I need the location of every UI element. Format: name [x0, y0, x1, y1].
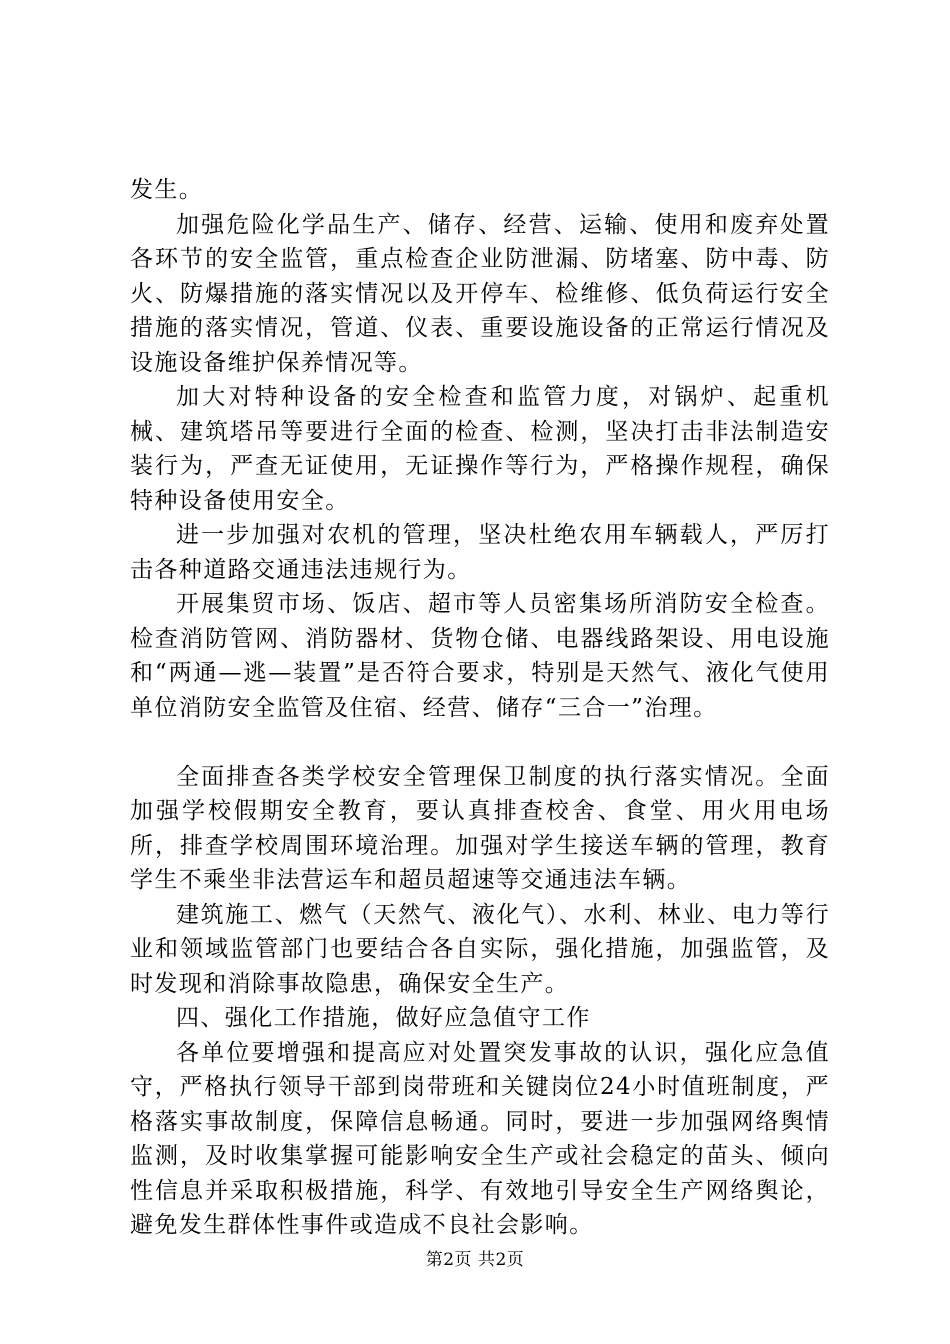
paragraph-hazardous-chemicals: 加强危险化学品生产、储存、经营、运输、使用和废弃处置各环节的安全监管，重点检查企业防泄漏、防堵塞、防中毒、防火、防爆措施的落实情况以及开停车、检维修、低负荷运行安全措施的落实情况，管道、仪表、重要设施设备的正常运行情况及设施设备维护保养情况等。: [130, 211, 830, 376]
document-body: [130, 173, 830, 1243]
paragraph-special-equipment: 加大对特种设备的安全检查和监管力度，对锅炉、起重机械、建筑塔吊等要进行全面的检查、检测，坚决打击非法制造安装行为，严查无证使用，无证操作等行为，严格操作规程，确保特种设备使用安全。: [130, 384, 830, 514]
page-footer: 第2页 共2页: [425, 1250, 525, 1270]
section-heading: 四、强化工作措施，做好应急值守工作: [176, 1005, 591, 1031]
paragraph-emergency-duty: 各单位要增强和提高应对处置突发事故的认识，强化应急值守，严格执行领导干部到岗带班和关键岗位24小时值班制度，严格落实事故制度，保障信息畅通。同时，要进一步加强网络舆情监测，及时收集掌握可能影响安全生产或社会稳定的苗头、倾向性信息并采取积极措施，科学、有效地引导安全生产网络舆论，避免发生群体性事件或造成不良社会影响。: [130, 1039, 830, 1238]
paragraph-fire-safety: 开展集贸市场、饭店、超市等人员密集场所消防安全检查。检查消防管网、消防器材、货物仓储、电器线路架设、用电设施和“两通—逃—装置”是否符合要求，特别是天然气、液化气使用单位消防安全监管及住宿、经营、储存“三合一”治理。: [130, 591, 830, 721]
paragraph-school-safety: 全面排查各类学校安全管理保卫制度的执行落实情况。全面加强学校假期安全教育，要认真排查校舍、食堂、用火用电场所，排查学校周围环境治理。加强对学生接送车辆的管理，教育学生不乘坐非法营运车和超员超速等交通违法车辆。: [130, 763, 830, 893]
paragraph-spacer: [130, 725, 830, 760]
paragraph-agricultural-machinery: 进一步加强对农机的管理，坚决杜绝农用车辆载人，严厉打击各种道路交通违法违规行为。: [130, 522, 830, 583]
paragraph-continuation: 发生。: [130, 177, 204, 203]
paragraph-industry-supervision: 建筑施工、燃气（天然气、液化气）、水利、林业、电力等行业和领域监管部门也要结合各自实际，强化措施，加强监管，及时发现和消除事故隐患，确保安全生产。: [130, 901, 830, 997]
